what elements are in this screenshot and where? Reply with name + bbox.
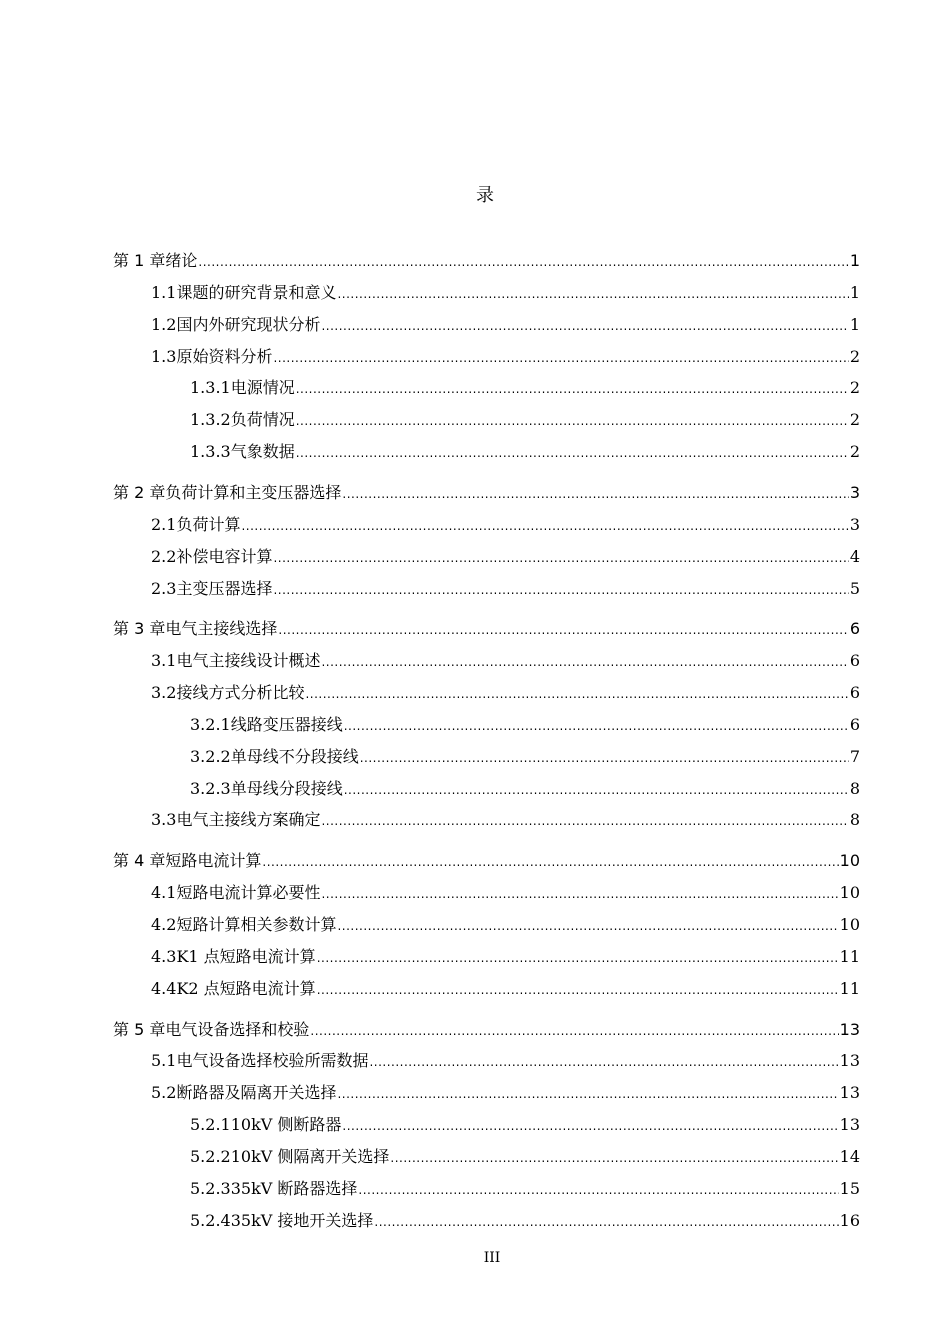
toc-dot-leader [198,250,848,274]
toc-entry-title: 电气主接线设计概述 [176,651,321,670]
toc-entry-title: 单母线不分段接线 [230,747,359,766]
toc-entry-number: 3.3 [151,810,177,829]
toc-section-entry[interactable] [151,881,860,905]
toc-entry-page: 6 [849,651,860,670]
toc-entry-page: 8 [849,810,860,829]
toc-entry-number: 4.4 [151,979,177,998]
toc-subsection-entry[interactable] [190,777,860,801]
toc-subsection-entry[interactable] [190,1113,860,1137]
toc-dot-leader [342,1114,838,1138]
toc-entry-number: 4.3 [151,947,177,966]
toc-entry-title: 补偿电容计算 [176,547,273,566]
toc-entry-number: 1.3.1 [190,378,231,397]
toc-entry-page: 8 [849,779,860,798]
toc-dot-leader [369,1050,838,1074]
toc-dot-leader [296,409,849,433]
toc-entry-number: 3.2 [151,683,177,702]
toc-entry-title: 35kV 接地开关选择 [230,1211,374,1230]
toc-entry-title: 原始资料分析 [176,347,273,366]
toc-entry-title: 10kV 侧断路器 [230,1115,342,1134]
toc-entry-number: 第 3 章 [113,619,166,638]
toc-subsection-entry[interactable] [190,713,860,737]
toc-dot-leader [344,714,849,738]
toc-section-entry[interactable] [151,513,860,537]
toc-entry-number: 5.2.1 [190,1115,231,1134]
toc-entry-page: 1 [849,251,860,270]
toc-entry-number: 4.2 [151,915,177,934]
toc-subsection-entry[interactable] [190,1145,860,1169]
toc-entry-page: 13 [839,1115,860,1134]
toc-entry-number: 5.2.3 [190,1179,231,1198]
toc-dot-leader [337,1082,838,1106]
toc-section-entry[interactable] [151,545,860,569]
toc-entry-title: 短路计算相关参数计算 [176,915,337,934]
toc-entry-page: 10 [839,883,860,902]
toc-entry-title: K1 点短路电流计算 [176,947,316,966]
toc-entry-title: 短路电流计算 [165,851,262,870]
toc-entry-title: 负荷情况 [230,410,295,429]
toc-entry-page: 10 [839,851,860,870]
toc-entry-number: 5.2 [151,1083,177,1102]
toc-entry-title: 线路变压器接线 [230,715,343,734]
toc-chapter-entry[interactable] [113,481,860,505]
toc-entry-page: 7 [849,747,860,766]
toc-dot-leader [321,809,848,833]
toc-section-entry[interactable] [151,681,860,705]
toc-entry-number: 3.2.1 [190,715,231,734]
toc-entry-title: 电气设备选择和校验 [165,1020,310,1039]
toc-dot-leader [273,578,848,602]
toc-entry-number: 1.2 [151,315,177,334]
page-title: 录 [476,185,494,206]
toc-entry-page: 2 [849,347,860,366]
toc-entry-number: 2.1 [151,515,177,534]
toc-entry-number: 2.2 [151,547,177,566]
toc-entry-number: 5.2.4 [190,1211,231,1230]
toc-entry-title: 课题的研究背景和意义 [176,283,337,302]
toc-dot-leader [317,946,839,970]
toc-subsection-entry[interactable] [190,440,860,464]
toc-entry-number: 2.3 [151,579,177,598]
toc-dot-leader [321,882,838,906]
toc-chapter-entry[interactable] [113,617,860,641]
toc-entry-page: 4 [849,547,860,566]
toc-entry-page: 5 [849,579,860,598]
toc-entry-title: 绪论 [165,251,198,270]
toc-entry-title: 负荷计算和主变压器选择 [165,483,342,502]
toc-entry-title: 断路器及隔离开关选择 [176,1083,337,1102]
toc-entry-page: 1 [849,283,860,302]
toc-entry-page: 2 [849,442,860,461]
toc-entry-number: 1.3.3 [190,442,231,461]
toc-dot-leader [374,1210,838,1234]
toc-entry-number: 5.1 [151,1051,177,1070]
toc-entry-title: 电气主接线方案确定 [176,810,321,829]
toc-dot-leader [262,850,838,874]
footer-page-number: III [483,1250,501,1266]
toc-dot-leader [337,914,838,938]
toc-entry-page: 2 [849,410,860,429]
toc-entry-page: 6 [849,683,860,702]
toc-section-entry[interactable] [151,281,860,305]
toc-entry-number: 第 5 章 [113,1020,166,1039]
toc-section-entry[interactable] [151,313,860,337]
toc-entry-number: 3.1 [151,651,177,670]
toc-dot-leader [342,482,848,506]
toc-dot-leader [310,1019,838,1043]
toc-entry-number: 5.2.2 [190,1147,231,1166]
toc-dot-leader [296,377,849,401]
toc-section-entry[interactable] [151,945,860,969]
toc-chapter-entry[interactable] [113,849,860,873]
toc-dot-leader [358,1178,838,1202]
toc-entry-number: 4.1 [151,883,177,902]
toc-section-entry[interactable] [151,977,860,1001]
toc-chapter-entry[interactable] [113,249,860,273]
toc-dot-leader [360,746,849,770]
toc-dot-leader [273,546,848,570]
toc-entry-page: 3 [849,483,860,502]
toc-entry-title: 主变压器选择 [176,579,273,598]
toc-dot-leader [278,618,848,642]
toc-section-entry[interactable] [151,1049,860,1073]
toc-entry-title: 35kV 断路器选择 [230,1179,358,1198]
toc-dot-leader [241,514,848,538]
toc-subsection-entry[interactable] [190,1177,860,1201]
toc-entry-page: 14 [839,1147,860,1166]
toc-section-entry[interactable] [151,345,860,369]
toc-dot-leader [273,346,848,370]
toc-dot-leader [337,282,848,306]
toc-subsection-entry[interactable] [190,745,860,769]
toc-entry-title: 国内外研究现状分析 [176,315,321,334]
toc-entry-number: 第 2 章 [113,483,166,502]
toc-entry-number: 第 1 章 [113,251,166,270]
toc-entry-page: 11 [839,979,860,998]
toc-section-entry[interactable] [151,577,860,601]
toc-chapter-entry[interactable] [113,1018,860,1042]
toc-entry-page: 6 [849,715,860,734]
toc-entry-number: 1.3 [151,347,177,366]
toc-subsection-entry[interactable] [190,408,860,432]
toc-entry-title: 短路电流计算必要性 [176,883,321,902]
toc-entry-page: 16 [839,1211,860,1230]
toc-entry-page: 11 [839,947,860,966]
toc-entry-title: 接线方式分析比较 [176,683,305,702]
toc-dot-leader [344,778,849,802]
toc-entry-number: 1.1 [151,283,177,302]
toc-entry-title: K2 点短路电流计算 [176,979,316,998]
toc-entry-title: 负荷计算 [176,515,241,534]
toc-dot-leader [321,314,848,338]
toc-entry-title: 10kV 侧隔离开关选择 [230,1147,390,1166]
toc-dot-leader [305,682,848,706]
toc-entry-number: 1.3.2 [190,410,231,429]
toc-entry-page: 3 [849,515,860,534]
toc-section-entry[interactable] [151,913,860,937]
toc-entry-page: 10 [839,915,860,934]
toc-entry-page: 1 [849,315,860,334]
toc-dot-leader [390,1146,838,1170]
toc-section-entry[interactable] [151,808,860,832]
toc-entry-page: 13 [839,1020,860,1039]
toc-dot-leader [317,978,839,1002]
toc-entry-page: 13 [839,1051,860,1070]
toc-entry-page: 15 [839,1179,860,1198]
toc-entry-number: 3.2.3 [190,779,231,798]
toc-dot-leader [321,650,848,674]
toc-entry-page: 2 [849,378,860,397]
toc-entry-number: 第 4 章 [113,851,166,870]
toc-entry-title: 电气主接线选择 [165,619,278,638]
toc-entry-page: 6 [849,619,860,638]
toc-section-entry[interactable] [151,649,860,673]
toc-dot-leader [296,441,849,465]
toc-entry-title: 气象数据 [230,442,295,461]
toc-entry-title: 电源情况 [230,378,295,397]
toc-entry-title: 单母线分段接线 [230,779,343,798]
toc-section-entry[interactable] [151,1081,860,1105]
toc-entry-page: 13 [839,1083,860,1102]
toc-entry-title: 电气设备选择校验所需数据 [176,1051,369,1070]
toc-entry-number: 3.2.2 [190,747,231,766]
toc-subsection-entry[interactable] [190,376,860,400]
toc-subsection-entry[interactable] [190,1209,860,1233]
